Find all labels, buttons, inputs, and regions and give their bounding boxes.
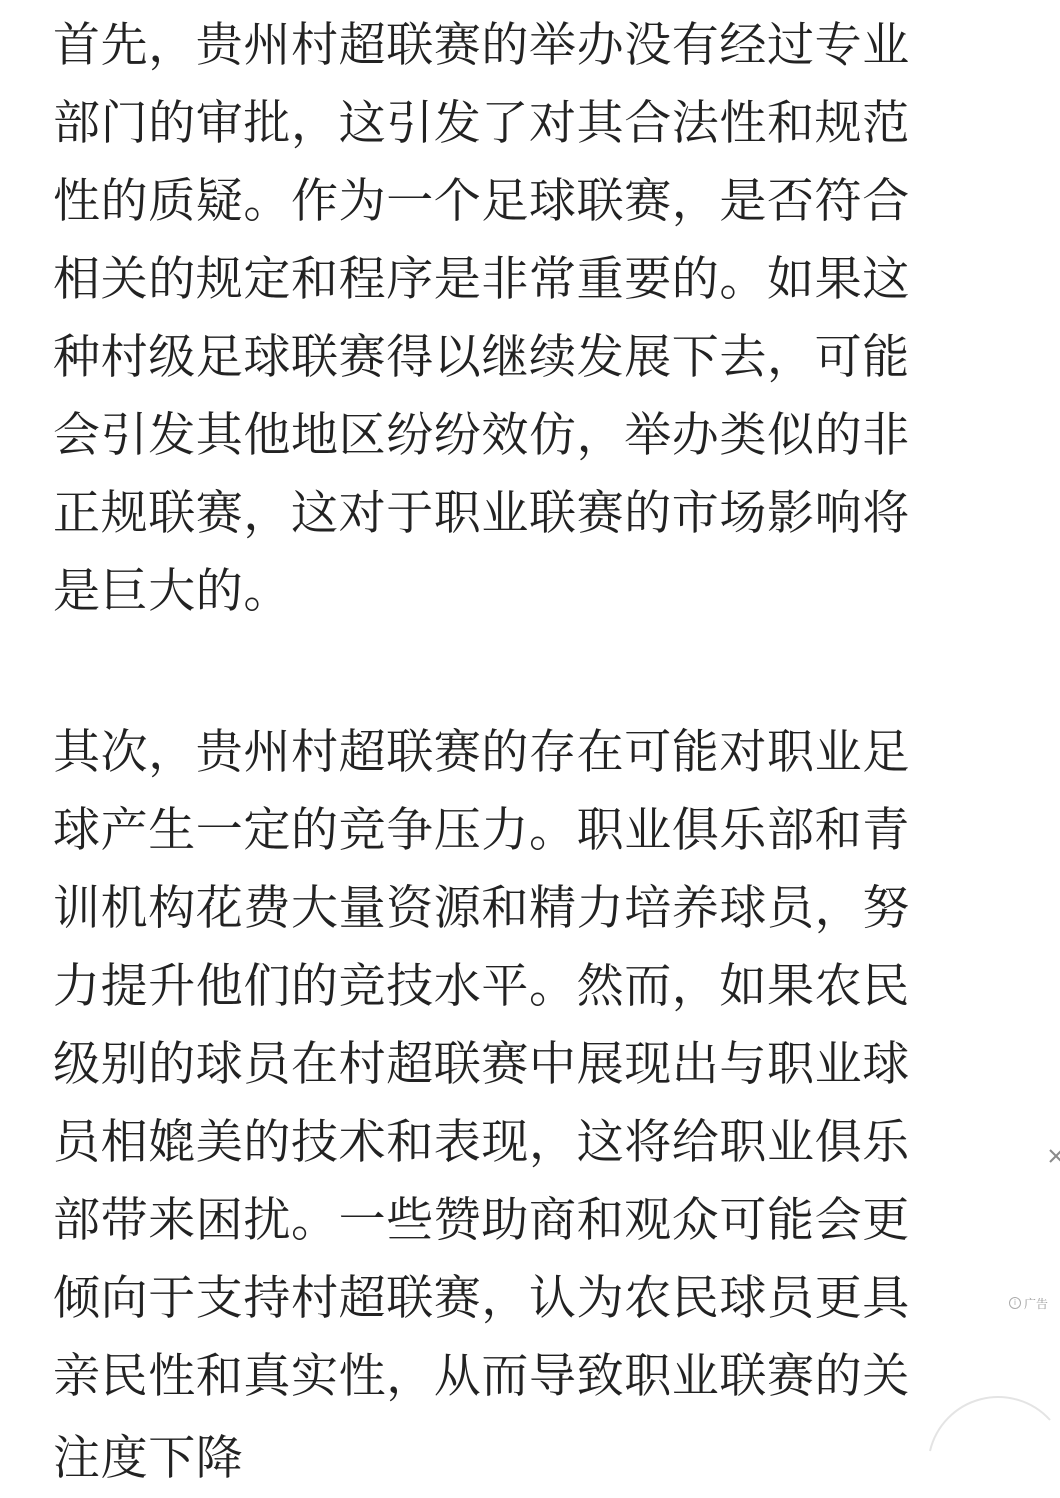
ad-close-button[interactable] [1046, 1141, 1060, 1171]
info-icon: i [1009, 1297, 1021, 1309]
article-paragraph-2: 其次，贵州村超联赛的存在可能对职业足 球产生一定的竞争压力。职业俱乐部和青 训机构花费大量资源和精力培养球员，努 力提升他们的竞技水平。然而，如果农民 级别的球员在村超联赛中展现出与职业球 员相媲美的技术和表现，这将给职业俱乐 部带来困扰。一些赞助商和观众可能会更 倾向于支持村超联赛，认为农民球员更具 亲民性和真实性，从而导致职业联赛的关 [53, 725, 910, 1404]
close-icon [1046, 1141, 1060, 1171]
article-paragraph-3-cut-off: 注度下降 [53, 1431, 244, 1486]
decorative-circle-outline [905, 1390, 1055, 1451]
ad-label-text: 广告 [1024, 1296, 1049, 1311]
ad-label[interactable] [1009, 1293, 1059, 1313]
article-paragraph-1: 首先，贵州村超联赛的举办没有经过专业 部门的审批，这引发了对其合法性和规范 性的质疑。作为一个足球联赛，是否符合 相关的规定和程序是非常重要的。如果这 种村级足球联赛得以继续发展下去，可能 会引发其他地区纷纷效仿，举办类似的非 正规联赛，这对于职业联赛的市场影响将 是巨大的。 [53, 18, 910, 619]
arc-decoration [905, 1390, 1055, 1451]
